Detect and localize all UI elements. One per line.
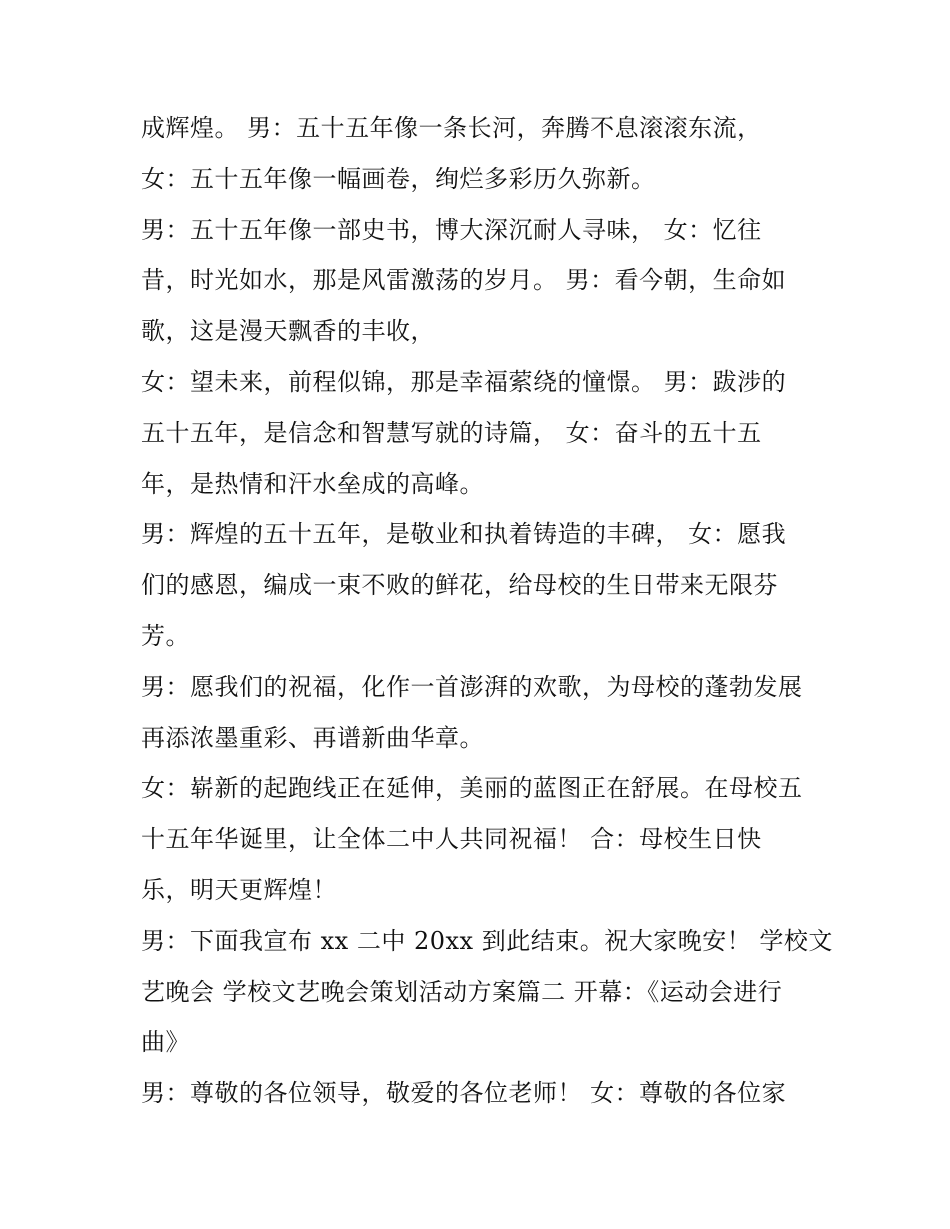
- text-line: 曲》: [141, 1028, 190, 1057]
- text-line: 女：望未来，前程似锦，那是幸福萦绕的憧憬。 男：跋涉的: [141, 367, 787, 396]
- text-line: 男：下面我宣布 xx 二中 20xx 到此结束。祝大家晚安！ 学校文: [141, 926, 833, 955]
- text-line: 年，是热情和汗水垒成的高峰。: [141, 469, 484, 498]
- text-line: 男：辉煌的五十五年，是敬业和执着铸造的丰碑， 女：愿我: [141, 520, 787, 549]
- text-line: 艺晚会 学校文艺晚会策划活动方案篇二 开幕：《运动会进行: [141, 977, 783, 1006]
- text-line: 十五年华诞里，让全体二中人共同祝福！ 合：母校生日快: [141, 825, 762, 854]
- text-line: 乐，明天更辉煌！: [141, 875, 337, 904]
- text-line: 再添浓墨重彩、再谱新曲华章。: [141, 723, 484, 752]
- text-line: 歌，这是漫天飘香的丰收，: [141, 317, 435, 346]
- text-line: 男：愿我们的祝福，化作一首澎湃的欢歌，为母校的蓬勃发展: [141, 672, 803, 701]
- document-body: [141, 103, 833, 1119]
- text-line: 芳。: [141, 621, 190, 650]
- text-line: 成辉煌。 男：五十五年像一条长河，奔腾不息滚滚东流，: [141, 114, 762, 142]
- text-line: 男：五十五年像一部史书，博大深沉耐人寻味， 女：忆往: [141, 215, 762, 244]
- text-line: 五十五年，是信念和智慧写就的诗篇， 女：奋斗的五十五: [141, 418, 762, 447]
- text-line: 女：五十五年像一幅画卷，绚烂多彩历久弥新。: [141, 164, 656, 193]
- text-line: 男：尊敬的各位领导，敬爱的各位老师！ 女：尊敬的各位家: [141, 1079, 787, 1108]
- text-line: 们的感恩，编成一束不败的鲜花，给母校的生日带来无限芬: [141, 571, 778, 600]
- text-line: 女：崭新的起跑线正在延伸，美丽的蓝图正在舒展。在母校五: [141, 774, 803, 803]
- text-line: 昔，时光如水，那是风雷激荡的岁月。 男：看今朝，生命如: [141, 266, 787, 295]
